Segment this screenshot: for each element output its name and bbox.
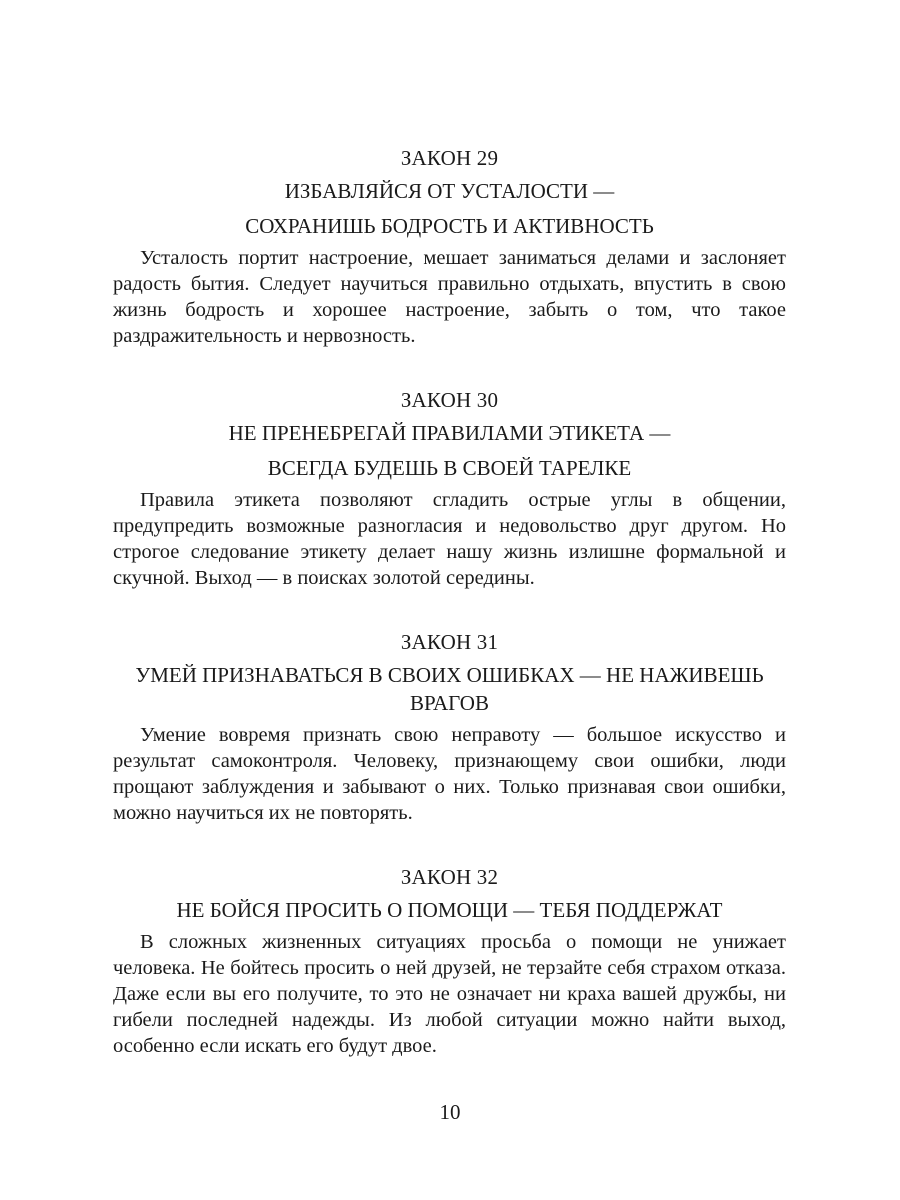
law-title — [113, 173, 786, 241]
law-section-32 — [113, 862, 786, 1059]
law-title — [113, 657, 786, 718]
law-title-line: ВСЕГДА БУДЕШЬ В СВОЕЙ ТАРЕЛКЕ — [267, 456, 632, 480]
law-title-line: УМЕЙ ПРИЗНАВАТЬСЯ В СВОИХ ОШИБКАХ — НЕ НАЖИВЕШЬ — [135, 663, 764, 687]
law-section-29 — [113, 143, 786, 349]
law-number: ЗАКОН 30 — [400, 388, 499, 412]
law-body: Умение вовремя признать свою неправоту — большое искусство и результат самоконтроля. Человеку, признающему свои ошибки, люди прощают заблуждения и забывают о них. Только признавая свои ошибки, можно научиться их не повторять. — [113, 724, 786, 824]
law-number: ЗАКОН 32 — [400, 865, 499, 889]
law-number: ЗАКОН 31 — [400, 630, 499, 654]
law-body: Усталость портит настроение, мешает заниматься делами и заслоняет радость бытия. Следует научиться правильно отдыхать, впустить в свою жизнь бодрость и хорошее настроение, забыть о том, что такое раздражительность и нервозность. — [113, 247, 786, 347]
law-title — [113, 415, 786, 483]
law-title — [113, 892, 786, 925]
law-body: Правила этикета позволяют сгладить острые углы в общении, предупредить возможные разногласия и недовольство друг другом. Но строгое следование этикету делает нашу жизнь излишне формальной и скучной. Выход — в поисках золотой середины. — [113, 489, 786, 589]
page-number: 10 — [439, 1100, 461, 1124]
law-title-line: ИЗБАВЛЯЙСЯ ОТ УСТАЛОСТИ — — [284, 179, 615, 203]
law-title-line: НЕ БОЙСЯ ПРОСИТЬ О ПОМОЩИ — ТЕБЯ ПОДДЕРЖАТ — [176, 898, 723, 922]
law-title-line: СОХРАНИШЬ БОДРОСТЬ И АКТИВНОСТЬ — [245, 214, 654, 238]
law-number: ЗАКОН 29 — [400, 146, 499, 170]
law-section-31 — [113, 627, 786, 826]
page-content — [113, 143, 786, 1059]
law-body: В сложных жизненных ситуациях просьба о помощи не унижает человека. Не бойтесь просить о ней друзей, не терзайте себя страхом отказа. Даже если вы его получите, то это не означает ни краха вашей дружбы, ни гибели последней надежды. Из любой ситуации можно найти выход, особенно если искать его будут двое. — [113, 931, 786, 1057]
law-title-line: ВРАГОВ — [410, 691, 489, 715]
law-section-30 — [113, 385, 786, 591]
law-title-line: НЕ ПРЕНЕБРЕГАЙ ПРАВИЛАМИ ЭТИКЕТА — — [228, 421, 671, 445]
